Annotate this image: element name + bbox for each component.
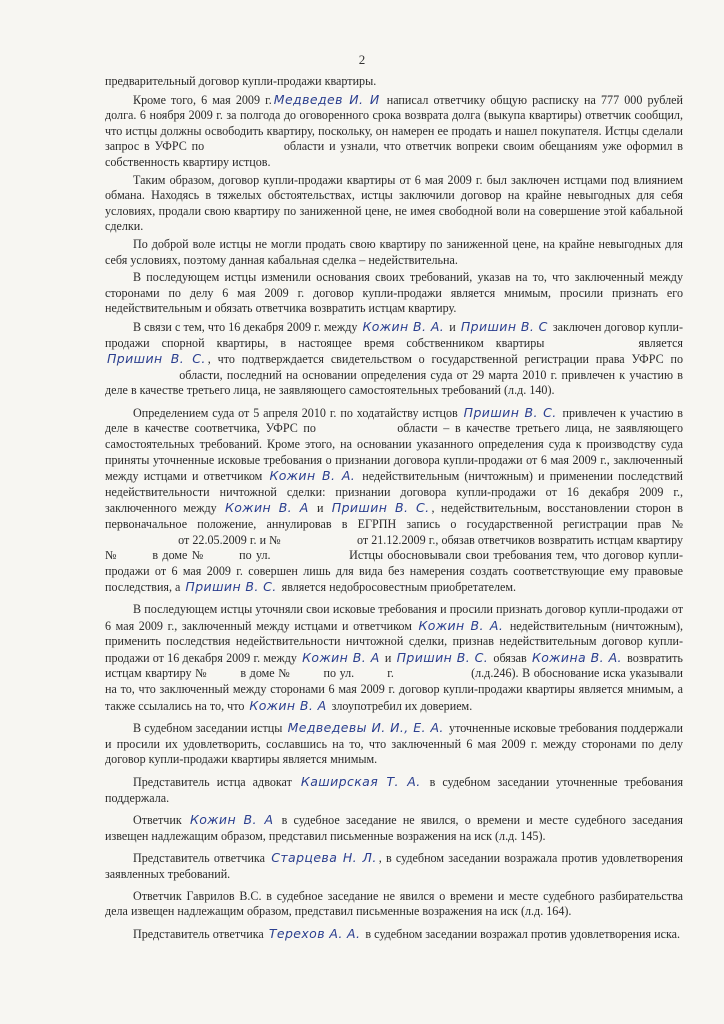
paragraph-text: написал ответчику общую расписку на 777 000 рублей долга. 6 ноября 2009 г. за полгода до оговоренного срока возврата долга (выкупа квартиры) ответчик сообщил, что истцы должны освободить квартиру, поскольку, он намерен ее продать и нашел покупателя. Истцы сделали запрос в УФРС по [105,92,684,154]
handwritten-name: Каширская Т. А. [300,773,421,789]
paragraph-13 [105,889,683,920]
paragraph-text: (л.д.246). В обоснование иска указывали на то, что заключенный между сторонами 6 мая 2009 г. договор купли-продажи квартиры является мнимым, а также ссылались на то, что [105,666,684,713]
page-number: 2 [358,52,366,67]
paragraph-text: и [446,319,459,334]
paragraph-12 [105,850,683,882]
handwritten-name: Медведев И. И [273,91,380,107]
handwritten-name: Кожин В. А [224,500,309,516]
paragraph-11 [105,812,683,844]
paragraph-1 [105,74,683,90]
paragraph-text: В последующем истцы изменили основания своих требований, указав на то, что заключенный между сторонами по делу 6 мая 2009 г. договор купли-продажи является мнимым, просили признать его недействительным и обязать ответчика возвратить истцам квартиру. [105,270,683,316]
paragraph-text: злоупотребил их доверием. [328,698,473,713]
paragraph-text: от 22.05.2009 г. и № [175,532,284,547]
paragraph-text: является [626,335,683,350]
handwritten-name: Кожина В. А. [531,649,622,665]
paragraph-text: является недобросовестным приобретателем. [278,580,517,595]
handwritten-name: Кожин В. А. [362,318,445,334]
paragraph-text: и [310,501,330,516]
paragraph-text: области и узнали, что ответчик вопреки своим обещаниям уже оформил в собственность квартиру истцов. [105,139,684,169]
handwritten-name: Пришин В. С. [185,579,277,595]
paragraph-9 [105,720,683,768]
paragraph-text: Кроме того, 6 мая 2009 г. [133,92,272,107]
handwritten-name: Кожин В. А [189,812,274,828]
paragraph-3 [105,173,683,235]
paragraph-text: обязав [490,650,530,665]
paragraph-text: предварительный договор купли-продажи квартиры. [105,74,377,88]
handwritten-name: Кожин В. А. [269,468,356,484]
paragraph-text: В последующем истцы уточняли свои исковые требования и просили признать договор купли-продажи от 6 мая 2009 г., заключенный между истцами и ответчиком [105,602,683,633]
handwritten-name: Пришин В. С. [396,649,489,665]
paragraph-text: Ответчик [133,813,188,828]
paragraph-text: заключен договор купли-продажи спорной квартиры, в настоящее время собственником квартиры [105,319,683,350]
paragraph-text: в судебном заседании возражал против удовлетворения иска. [362,926,681,941]
paragraph-text: в доме № [236,666,294,681]
paragraph-text: , что подтверждается свидетельством о государственной регистрации права УФРС по [207,352,683,367]
paragraph-10 [105,774,683,806]
handwritten-name: Пришин В. С [460,318,548,334]
paragraph-8 [105,602,683,714]
handwritten-name: Кожин В. А [249,697,327,713]
paragraph-text: недействительным (ничтожным) и применении последствий недействительности ничтожной сделки: признании договора купли-продажи от 16 декабря 2009 г., заключенного между [105,469,684,516]
paragraph-text: уточненные исковые требования поддержали и просили их удовлетворить, сославшись на то, что заключенный 6 мая 2009 г. между сторонами по делу договор купли-продажи квартиры является мнимым. [105,721,683,767]
paragraph-text: Ответчик Гаврилов В.С. в судебное заседание не явился о времени и месте судебного разбирательства дела извещен надлежащим образом, представил письменные возражения на иск (л.д. 164). [105,888,683,919]
paragraph-text: В связи с тем, что 16 декабря 2009 г. между [133,319,361,334]
paragraph-text: области – в качестве третьего лица, не заявляющего самостоятельных требований. Кроме этого, на основании указанного определения суда к производству суда приняты уточненные исковые требования о признании договора купли-продажи от 6 мая 2009 г., заключенный между истцами и ответчиком [105,421,683,484]
paragraph-text: Таким образом, договор купли-продажи квартиры от 6 мая 2009 г. был заключен истцами под влиянием обмана. Находясь в тяжелых обстоятельствах, истцы заключили договор на крайне невыгодных для себя условиях, продали свою квартиру по заниженной цене, не имея свободной воли на совершение этой кабальной сделки. [105,172,683,234]
paragraph-2 [105,92,683,171]
paragraph-text: По доброй воле истцы не могли продать свою квартиру по заниженной цене, на крайне невыгодных для себя условиях, поэтому данная кабальная сделка – недействительна. [105,236,683,267]
paragraph-text: Истцы обосновывали свои требования тем, что договор купли-продажи от 6 мая 2009 г. совершен лишь для вида без намерения создать соответствующие ему правовые последствия, а [105,548,683,595]
handwritten-name: Кожин В. А. [418,617,504,633]
paragraph-7 [105,405,683,596]
handwritten-name: Пришин В. С. [463,404,557,420]
handwritten-name: Старцева Н. Л. [271,850,377,866]
paragraph-6 [105,319,683,399]
paragraph-4 [105,237,683,268]
paragraph-text: возвратить истцам квартиру № [105,650,683,681]
paragraph-14 [105,926,683,943]
paragraph-text: в доме № [148,548,209,563]
paragraph-text: области, последний на основании определения суда от 29 марта 2010 г. привлечен к участию в деле в качестве третьего лица, не заявляющего самостоятельных требований (л.д. 140). [105,367,683,398]
paragraph-text: , недействительным, восстановлении сторон в первоначальное положение, аннулировав в ЕГРПН запись о государственной регистрации прав № [105,501,683,532]
handwritten-name: Кожин В. А [302,649,380,665]
paragraph-text: привлечен к участию в деле в качестве соответчика, УФРС по [105,405,683,436]
paragraph-text: по ул. [319,666,358,681]
paragraph-text: в судебное заседание не явился, о времени и месте судебного заседания извещен надлежащим образом, представил письменные возражения на иск (л.д. 145). [105,813,683,843]
paragraph-text: Представитель ответчика [133,851,270,866]
paragraph-text: Представитель истца адвокат [133,774,299,789]
paragraph-text: Представитель ответчика [133,926,267,941]
paragraph-text: Определением суда от 5 апреля 2010 г. по ходатайству истцов [133,405,462,420]
paragraph-text: г. [383,666,398,681]
paragraph-text: в судебном заседании уточненные требования поддержала. [105,774,684,805]
paragraph-text: , в судебном заседании возражала против удовлетворения заявленных требований. [105,851,683,881]
paragraph-text: недействительным (ничтожным), применить последствия недействительности ничтожной сделки, признав недействительным договор купли-продажи от 16 декабря 2009 г. между [105,618,683,665]
handwritten-name: Терехов А. А. [268,925,361,941]
handwritten-name: Пришин В. С. [331,500,430,516]
handwritten-name: Пришин В. С. [107,351,206,367]
paragraph-text: по ул. [234,548,275,563]
paragraph-text: В судебном заседании истцы [133,721,286,736]
paragraph-text: и [381,650,395,665]
paragraph-5 [105,270,683,317]
paragraph-text: от 21.12.2009 г., обязав ответчиков возвратить истцам квартиру № [105,532,683,563]
document-body [105,74,683,944]
handwritten-name: Медведевы И. И., Е. А. [287,720,444,736]
